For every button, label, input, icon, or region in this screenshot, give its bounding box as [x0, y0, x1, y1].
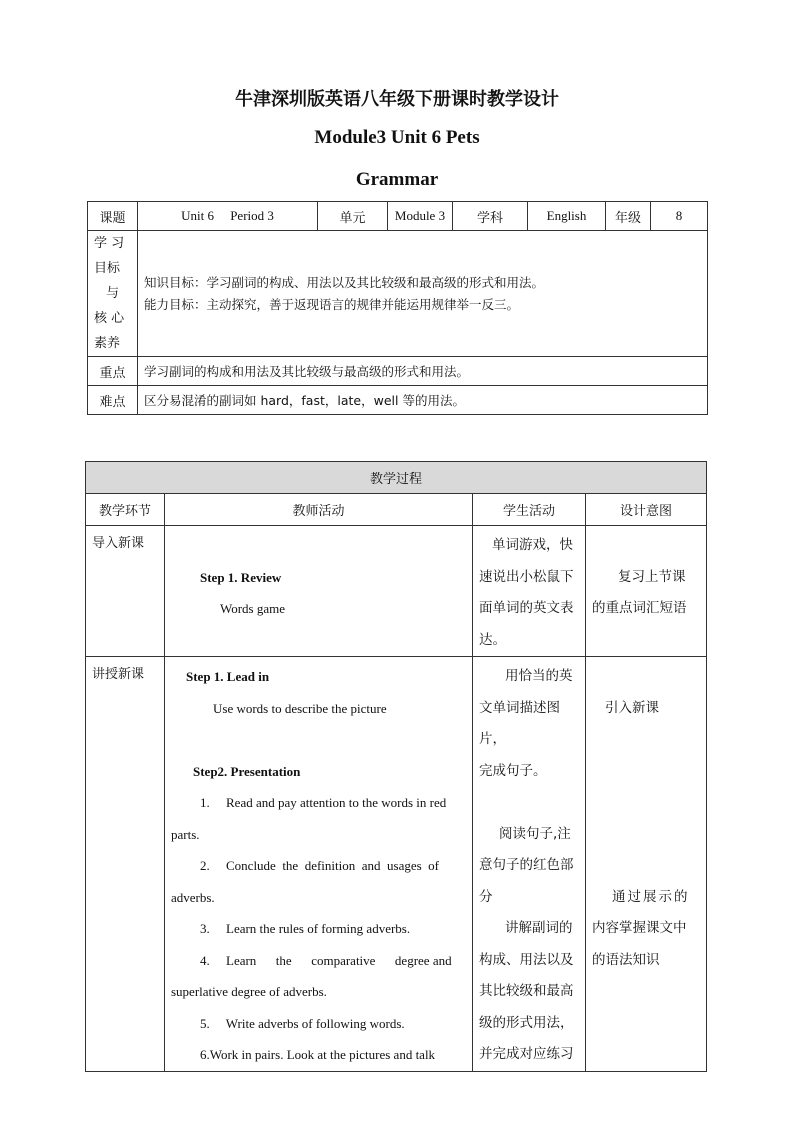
spacer	[171, 724, 466, 756]
column-header-student: 学生活动	[473, 494, 586, 526]
intent-line	[592, 819, 700, 851]
presentation-item: 1. Read and pay attention to the words in red	[200, 795, 447, 810]
difficulty-text: 区分易混淆的副词如 hard，fast，late，well 等的用法。	[138, 386, 708, 415]
intent-line	[592, 724, 700, 756]
student-line: 级的形式用法，	[479, 1014, 574, 1031]
info-row-goals	[88, 231, 708, 357]
goals-label-line: 素养	[94, 336, 121, 351]
presentation-item: 3. Learn the rules of forming adverbs.	[200, 921, 411, 936]
intent-line	[592, 756, 700, 788]
subject-value: English	[528, 202, 606, 231]
goals-label-line: 与	[105, 286, 119, 301]
presentation-item: adverbs.	[171, 889, 215, 905]
student-line: 面单词的英文表	[479, 600, 574, 616]
grade-value: 8	[651, 202, 708, 231]
lesson-module-title: Module3 Unit 6 Pets	[314, 127, 480, 148]
student-line: 其比较级和最高	[479, 983, 574, 999]
presentation-item: 2. Conclude the definition and usages of	[200, 858, 440, 873]
goals-text	[138, 231, 708, 357]
teacher-activity-new-lesson	[165, 657, 473, 1072]
presentation-item: superlative degree of adverbs.	[171, 984, 327, 999]
intent-line	[592, 661, 700, 693]
process-row-intro	[86, 526, 707, 657]
student-line	[479, 787, 579, 819]
student-line: 速说出小松鼠下	[479, 568, 574, 585]
column-header-intent: 设计意图	[586, 494, 707, 526]
intent-line: 引入新课	[605, 699, 659, 716]
topic-value: Unit 6 Period 3	[138, 202, 318, 231]
student-line: 分	[479, 888, 493, 905]
student-line: 阅读句子,注	[499, 825, 571, 842]
student-line: 意句子的红色部	[479, 857, 574, 873]
presentation-item: 5. Write adverbs of following words.	[200, 1015, 405, 1031]
step-presentation: Step2. Presentation	[193, 763, 301, 779]
intent-line	[592, 850, 700, 882]
presentation-item: 4. Learn the comparative degree and	[200, 952, 452, 968]
intent-line: 通过展示的	[612, 888, 690, 905]
lesson-topic-title: Grammar	[355, 169, 439, 190]
info-row-difficulty	[88, 386, 708, 415]
goals-label-line: 核 心	[94, 311, 125, 326]
intent-line: 内容掌握课文中	[592, 920, 687, 936]
column-header-teacher: 教师活动	[165, 494, 473, 526]
step-review: Step 1. Review	[200, 569, 282, 585]
unit-value: Module 3	[388, 202, 453, 231]
student-line: 达。	[479, 631, 506, 648]
info-row-basic	[88, 202, 708, 231]
teaching-process-table	[85, 461, 707, 1072]
process-row-new-lesson	[86, 657, 707, 1072]
student-line: 构成、用法以及	[479, 951, 574, 968]
knowledge-goal: 知识目标：学习副词的构成、用法以及其比较级和最高级的形式和用法。	[144, 274, 545, 290]
key-text: 学习副词的构成和用法及其比较级与最高级的形式和用法。	[138, 357, 708, 386]
stage-intro: 导入新课	[86, 526, 165, 657]
goals-label-line: 学 习	[94, 236, 125, 251]
key-label: 重点	[88, 357, 138, 386]
process-column-headers	[86, 494, 707, 526]
student-line: 用恰当的英	[505, 668, 573, 684]
difficulty-label: 难点	[88, 386, 138, 415]
activity-describe-picture: Use words to describe the picture	[213, 700, 387, 716]
student-activity-intro	[473, 526, 586, 657]
grade-label: 年级	[606, 202, 651, 231]
intent-line: 复习上节课	[618, 568, 686, 585]
intent-line: 的语法知识	[592, 951, 660, 968]
student-line: 并完成对应练习	[479, 1046, 574, 1062]
intent-new-lesson	[586, 657, 707, 1072]
intent-intro	[586, 526, 707, 657]
student-line: 文单词描述图片，	[479, 699, 560, 747]
column-header-stage: 教学环节	[86, 494, 165, 526]
process-header: 教学过程	[86, 462, 707, 494]
goals-label-line: 目标	[94, 261, 121, 276]
goals-label	[88, 231, 138, 357]
student-line: 讲解副词的	[505, 920, 573, 936]
lesson-info-table	[87, 201, 708, 415]
student-activity-new-lesson	[473, 657, 586, 1072]
info-row-key	[88, 357, 708, 386]
activity-words-game: Words game	[220, 601, 286, 616]
unit-label: 单元	[318, 202, 388, 231]
topic-label: 课题	[88, 202, 138, 231]
presentation-item: 6.Work in pairs. Look at the pictures and talk	[200, 1047, 436, 1062]
intent-line	[592, 787, 700, 819]
step-lead-in: Step 1. Lead in	[186, 669, 270, 684]
ability-goal: 能力目标：主动探究，善于返现语言的规律并能运用规律举一反三。	[144, 296, 520, 312]
student-line: 完成句子。	[479, 762, 547, 779]
teacher-activity-intro	[165, 526, 473, 657]
subject-label: 学科	[453, 202, 528, 231]
document-title: 牛津深圳版英语八年级下册课时教学设计	[235, 89, 559, 110]
stage-new-lesson: 讲授新课	[86, 657, 165, 1072]
student-line: 单词游戏，快	[492, 537, 573, 553]
presentation-item: parts.	[171, 826, 200, 842]
intent-line: 的重点词汇短语	[592, 600, 687, 616]
